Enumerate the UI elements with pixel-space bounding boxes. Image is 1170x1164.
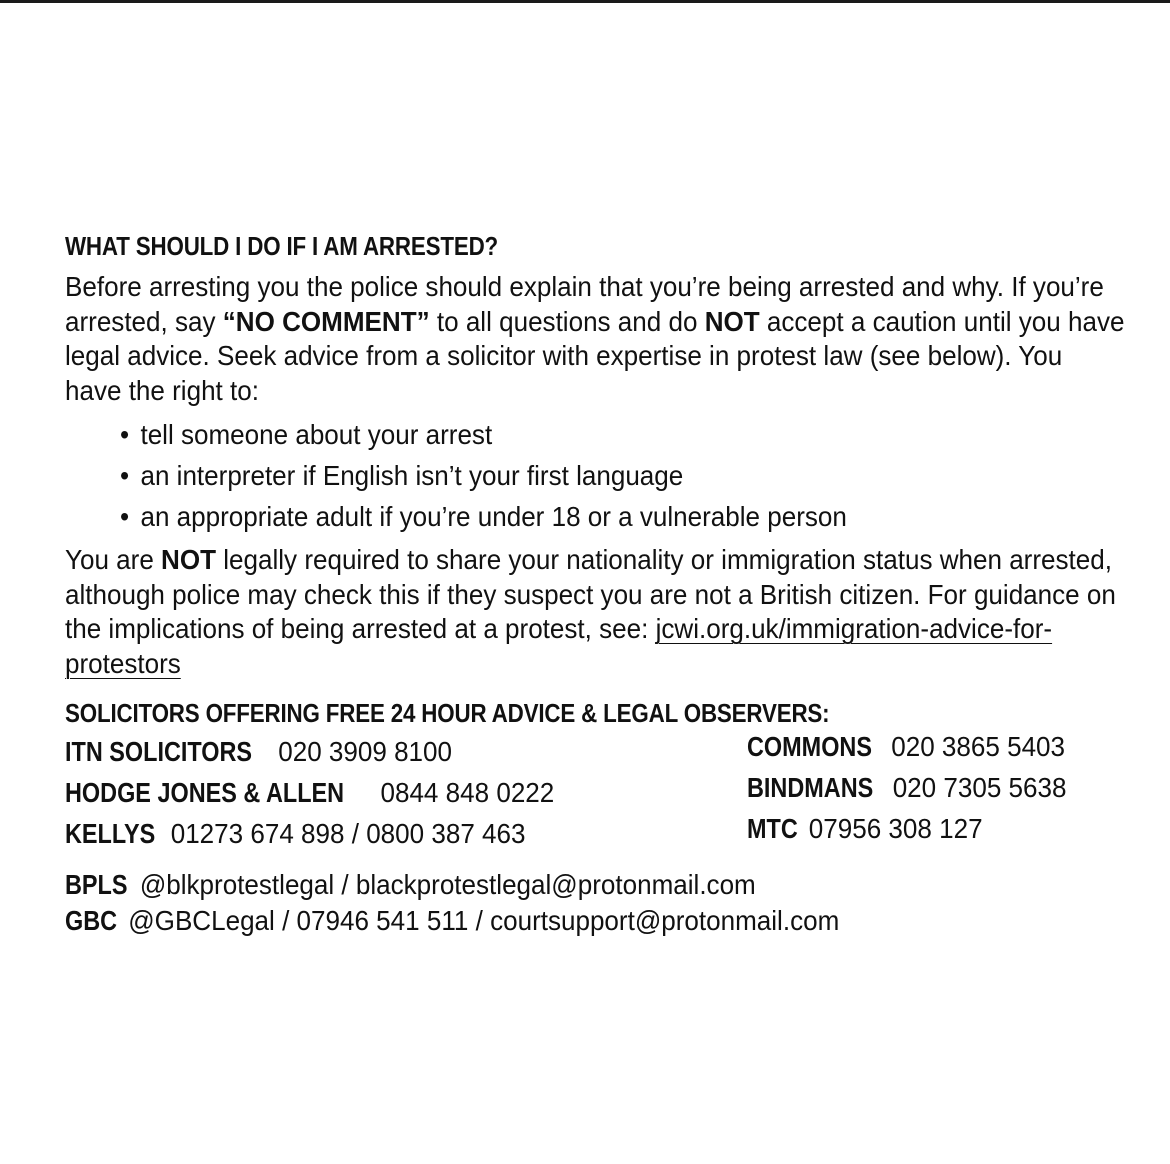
jcwi-link[interactable]: jcwi.org.uk/immigration-advice-for-protestors <box>65 613 1053 679</box>
contact-row <box>747 726 1066 767</box>
immigration-paragraph <box>65 543 1125 681</box>
immigration-text-1: You are <box>65 544 162 575</box>
arrest-heading: WHAT SHOULD I DO IF I AM ARRESTED? <box>65 231 499 261</box>
bullet-icon: • <box>120 460 130 491</box>
contact-row <box>65 731 554 772</box>
contact-row <box>65 813 554 854</box>
contact-detail: 020 3909 8100 <box>270 736 453 767</box>
bullet-icon: • <box>120 501 130 532</box>
top-border-line <box>0 0 1170 3</box>
list-item <box>120 455 1055 496</box>
arrest-intro-text-2: to all questions and do <box>429 305 705 337</box>
contact-row <box>747 767 1066 808</box>
list-item-text: tell someone about your arrest <box>140 419 493 450</box>
solicitors-heading: SOLICITORS OFFERING FREE 24 HOUR ADVICE & LEGAL OBSERVERS: <box>65 698 830 728</box>
contact-detail: 020 3865 5403 <box>884 731 1066 762</box>
contact-row <box>747 808 1066 849</box>
list-item <box>120 414 1055 455</box>
contact-name: MTC <box>747 813 798 844</box>
not-emphasis: NOT <box>704 305 760 337</box>
list-item <box>120 496 1055 537</box>
contact-name: KELLYS <box>65 818 156 849</box>
solicitors-contacts <box>65 731 1125 861</box>
solicitors-left-column <box>65 731 591 854</box>
contact-row <box>65 867 1051 903</box>
contact-detail: 01273 674 898 / 0800 387 463 <box>163 818 526 849</box>
arrest-advice-card <box>65 228 1125 939</box>
contact-detail: 020 7305 5638 <box>885 772 1067 803</box>
contact-detail: 07956 308 127 <box>801 813 983 844</box>
arrest-intro-text-3: accept a caution until you have legal advice. Seek advice from a solicitor with expertise in protest law (see below). You have the right to: <box>65 305 1125 406</box>
contact-name: COMMONS <box>747 731 872 762</box>
not-emphasis-2: NOT <box>161 544 217 575</box>
contact-name: GBC <box>65 905 118 936</box>
contact-name: ITN SOLICITORS <box>65 736 253 767</box>
arrest-intro-text-1: Before arresting you the police should explain that you’re being arrested and why. If you’re arrested, say <box>65 271 1104 337</box>
arrest-intro-paragraph <box>65 270 1125 408</box>
contact-name: BPLS <box>65 869 128 900</box>
contact-detail: 0844 848 0222 <box>373 777 555 808</box>
contact-detail: @GBCLegal / 07946 541 511 / courtsupport@protonmail.com <box>121 905 840 936</box>
extra-contacts <box>65 867 1125 939</box>
list-item-text: an appropriate adult if you’re under 18 or a vulnerable person <box>140 501 847 532</box>
bullet-icon: • <box>120 419 130 450</box>
contact-row <box>65 903 1051 939</box>
contact-name: HODGE JONES & ALLEN <box>65 777 345 808</box>
contact-name: BINDMANS <box>747 772 874 803</box>
immigration-text-2: legally required to share your nationality or immigration status when arrested, although police may check this if they suspect you are not a British citizen. For guidance on the implications of being arrested at a protest, see: <box>65 544 1116 644</box>
no-comment-emphasis: “NO COMMENT” <box>222 305 430 337</box>
list-item-text: an interpreter if English isn’t your first language <box>140 460 684 491</box>
contact-row <box>65 772 554 813</box>
solicitors-right-column <box>747 726 1091 849</box>
contact-detail: @blkprotestlegal / blackprotestlegal@protonmail.com <box>132 869 756 900</box>
rights-list <box>65 414 1125 537</box>
